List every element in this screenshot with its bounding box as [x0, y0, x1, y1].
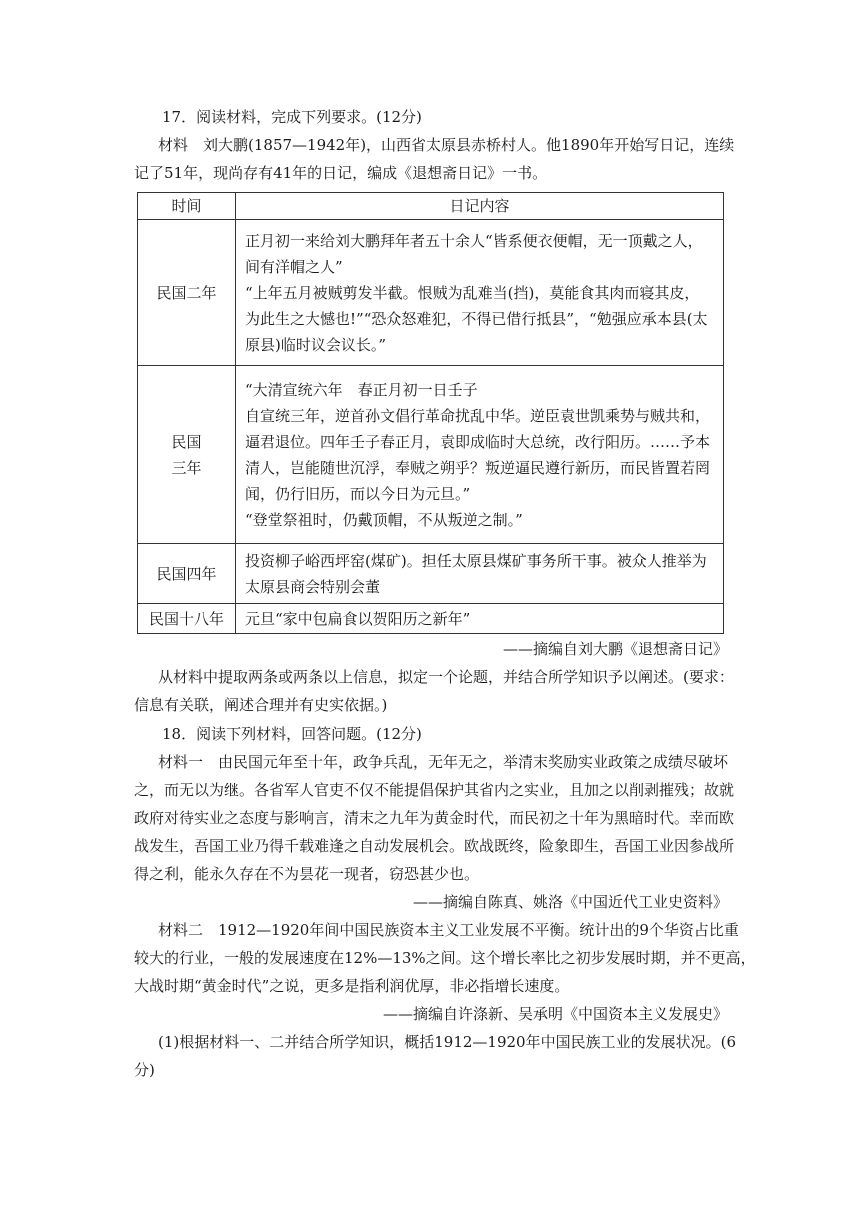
- time-label: 民国: [171, 432, 202, 451]
- q18-material1-line: 得之利，能永久存在不为昙花一现者，窃恐甚少也。: [134, 865, 480, 883]
- q17-task-line: 信息有关联，阐述合理并有史实依据。): [134, 696, 388, 714]
- content-line: 原县)临时议会议长。”: [245, 335, 387, 354]
- q18-material1-line: 政府对待实业之态度与影响言，清末之九年为黄金时代，而民初之十年为黑暗时代。幸而欧: [134, 809, 735, 827]
- q18-question1-line: 分): [134, 1061, 155, 1079]
- table-row: [138, 220, 724, 366]
- q17-material-line: 记了51年，现尚存有41年的日记，编成《退想斋日记》一书。: [134, 164, 548, 182]
- table-cell-content: [236, 366, 724, 544]
- content-line: 闻，仍行旧历，而以今日为元旦。”: [245, 484, 471, 503]
- content-line: 为此生之大憾也!”“恐众怒难犯，不得已借行抵县”，“勉强应承本县(太: [245, 309, 708, 328]
- content-line: 自宣统三年，逆首孙文倡行革命扰乱中华。逆臣袁世凯乘势与贼共和，: [245, 406, 711, 425]
- table-cell-content: [236, 544, 724, 604]
- q18-title: 18．阅读下列材料，回答问题。(12分): [162, 725, 422, 743]
- time-label: 民国四年: [156, 564, 217, 583]
- q18-material2-line: 较大的行业，一般的发展速度在12%—13%之间。这个增长率比之初步发展时期，并不更高，: [134, 949, 756, 967]
- q17-material-line: 材料 刘大鹏(1857—1942年)，山西省太原县赤桥村人。他1890年开始写日记，连续: [158, 136, 735, 154]
- content-line: 元旦“家中包扁食以贺阳历之新年”: [245, 609, 471, 628]
- content-line: 清人，岂能随世沉浮，奉贼之朔乎？叛逆逼民遵行新历，而民皆置若罔: [245, 458, 711, 477]
- q18-material2-line: 大战时期“黄金时代”之说，更多是指利润优厚，非必指增长速度。: [134, 977, 570, 995]
- content-line: “上年五月被贼剪发半截。恨贼为乱难当(挡)，莫能食其肉而寝其皮，: [245, 283, 700, 302]
- table-cell-content: [236, 220, 724, 366]
- table-cell-content: [236, 604, 724, 634]
- time-label: 民国二年: [156, 283, 217, 302]
- content-line: “登堂祭祖时，仍戴顶帽，不从叛逆之制。”: [245, 510, 523, 529]
- table-cell-time: [138, 366, 236, 544]
- content-line: “大清宣统六年 春正月初一日壬子: [245, 380, 478, 399]
- content-line: 投资柳子峪西坪窑(煤矿)。担任太原县煤矿事务所干事。被众人推举为: [245, 551, 707, 570]
- content-line: 逼君退位。四年壬子春正月，袁即成临时大总统，改行阳历。……予本: [245, 432, 711, 451]
- table-cell-time: [138, 220, 236, 366]
- time-label: 三年: [171, 458, 202, 477]
- table-header-row: [138, 193, 724, 220]
- diary-table: [137, 192, 724, 634]
- content-line: 正月初一来给刘大鹏拜年者五十余人“皆系便衣便帽，无一顶戴之人，: [245, 231, 703, 250]
- q18-material1-line: 战发生，吾国工业乃得千载难逢之自动发展机会。欧战既终，险象即生，吾国工业因参战所: [134, 837, 735, 855]
- table-cell-time: [138, 544, 236, 604]
- q17-source: ——摘编自刘大鹏《退想斋日记》: [502, 640, 728, 658]
- content-line: 太原县商会特别会董: [245, 577, 381, 596]
- table-row: [138, 366, 724, 544]
- q18-material1-line: 之，而无以为继。各省军人官吏不仅不能提倡保护其省内之实业，且加之以削剥摧残；故就: [134, 781, 735, 799]
- q18-source1: ——摘编自陈真、姚洛《中国近代工业史资料》: [412, 893, 728, 911]
- table-cell-time: [138, 604, 236, 634]
- table-row: [138, 544, 724, 604]
- table-header-time: 时间: [138, 193, 236, 220]
- time-label: 民国十八年: [148, 609, 224, 628]
- content-line: 间有洋帽之人”: [245, 257, 343, 276]
- q18-source2: ——摘编自许涤新、吴承明《中国资本主义发展史》: [382, 1005, 728, 1023]
- table-row: [138, 604, 724, 634]
- table-header-content: 日记内容: [236, 193, 724, 220]
- q18-material2-line: 材料二 1912—1920年间中国民族资本主义工业发展不平衡。统计出的9个华资占比重: [158, 921, 739, 939]
- q17-title: 17．阅读材料，完成下列要求。(12分): [162, 108, 422, 126]
- q18-material1-line: 材料一 由民国元年至十年，政争兵乱，无年无之，举清末奖励实业政策之成绩尽破坏: [158, 753, 729, 771]
- q17-task-line: 从材料中提取两条或两条以上信息，拟定一个论题，并结合所学知识予以阐述。(要求：: [158, 668, 734, 686]
- q18-question1-line: (1)根据材料一、二并结合所学知识，概括1912—1920年中国民族工业的发展状况。(6: [158, 1033, 736, 1051]
